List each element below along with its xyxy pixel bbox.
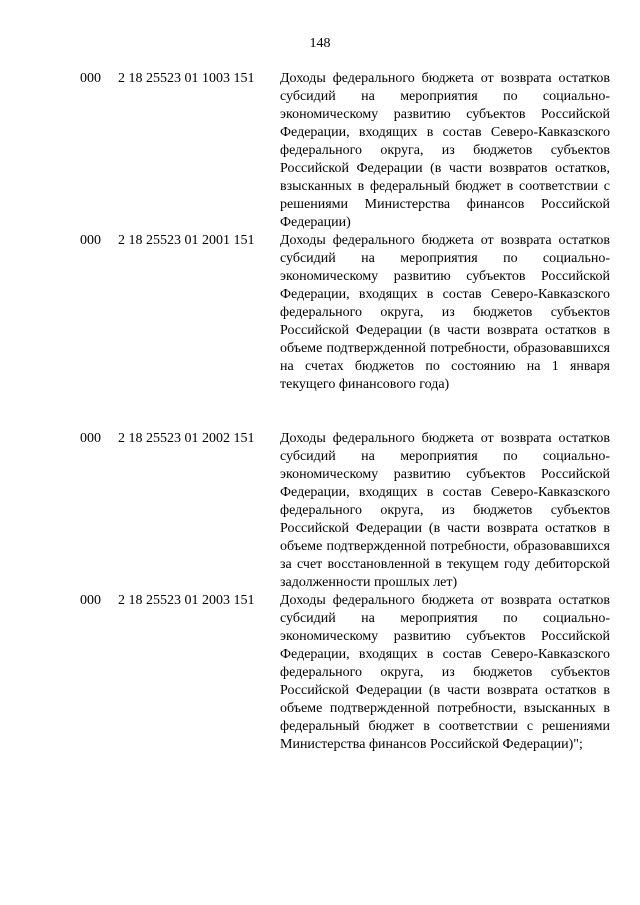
- income-description: Доходы федерального бюджета от возврата остатков субсидий на мероприятия по социально-экономическому развитию субъектов Российской Федерации, входящих в состав Северо-Кавказского федерального округа, из бюджетов субъектов Российской Федерации (в части возврата остатков в объеме подтвержденной потребности, образовавшихся на счетах бюджетов по состоянию на 1 января текущего финансового года): [280, 233, 610, 392]
- budget-classification-code: 2 18 25523 01 2003 151: [118, 593, 255, 608]
- page-number: 148: [309, 36, 331, 51]
- budget-classification-code: 2 18 25523 01 2002 151: [118, 431, 255, 446]
- budget-classification-code: 2 18 25523 01 2001 151: [118, 233, 255, 248]
- table-row: [80, 430, 610, 592]
- admin-code: 000: [80, 71, 101, 86]
- admin-code: 000: [80, 593, 101, 608]
- income-description: Доходы федерального бюджета от возврата остатков субсидий на мероприятия по социально-экономическому развитию субъектов Российской Федерации, входящих в состав Северо-Кавказского федерального округа, из бюджетов субъектов Российской Федерации (в части возвратов остатков, взысканных в федеральный бюджет в соответствии с решениями Министерства финансов Российской Федерации): [280, 71, 610, 230]
- table-row: [80, 592, 610, 754]
- admin-code: 000: [80, 233, 101, 248]
- income-description: Доходы федерального бюджета от возврата остатков субсидий на мероприятия по социально-экономическому развитию субъектов Российской Федерации, входящих в состав Северо-Кавказского федерального округа, из бюджетов субъектов Российской Федерации (в части возврата остатков в объеме подтвержденной потребности, образовавшихся за счет восстановленной в текущем году дебиторской задолженности прошлых лет): [280, 431, 610, 590]
- income-description: Доходы федерального бюджета от возврата остатков субсидий на мероприятия по социально-экономическому развитию субъектов Российской Федерации, входящих в состав Северо-Кавказского федерального округа, из бюджетов субъектов Российской Федерации (в части возврата остатков в объеме подтвержденной потребности, взысканных в федеральный бюджет в соответствии с решениями Министерства финансов Российской Федерации)";: [280, 593, 610, 752]
- table-row: [80, 232, 610, 394]
- classification-table: [80, 70, 610, 754]
- admin-code: 000: [80, 431, 101, 446]
- table-row: [80, 70, 610, 232]
- budget-classification-code: 2 18 25523 01 1003 151: [118, 71, 255, 86]
